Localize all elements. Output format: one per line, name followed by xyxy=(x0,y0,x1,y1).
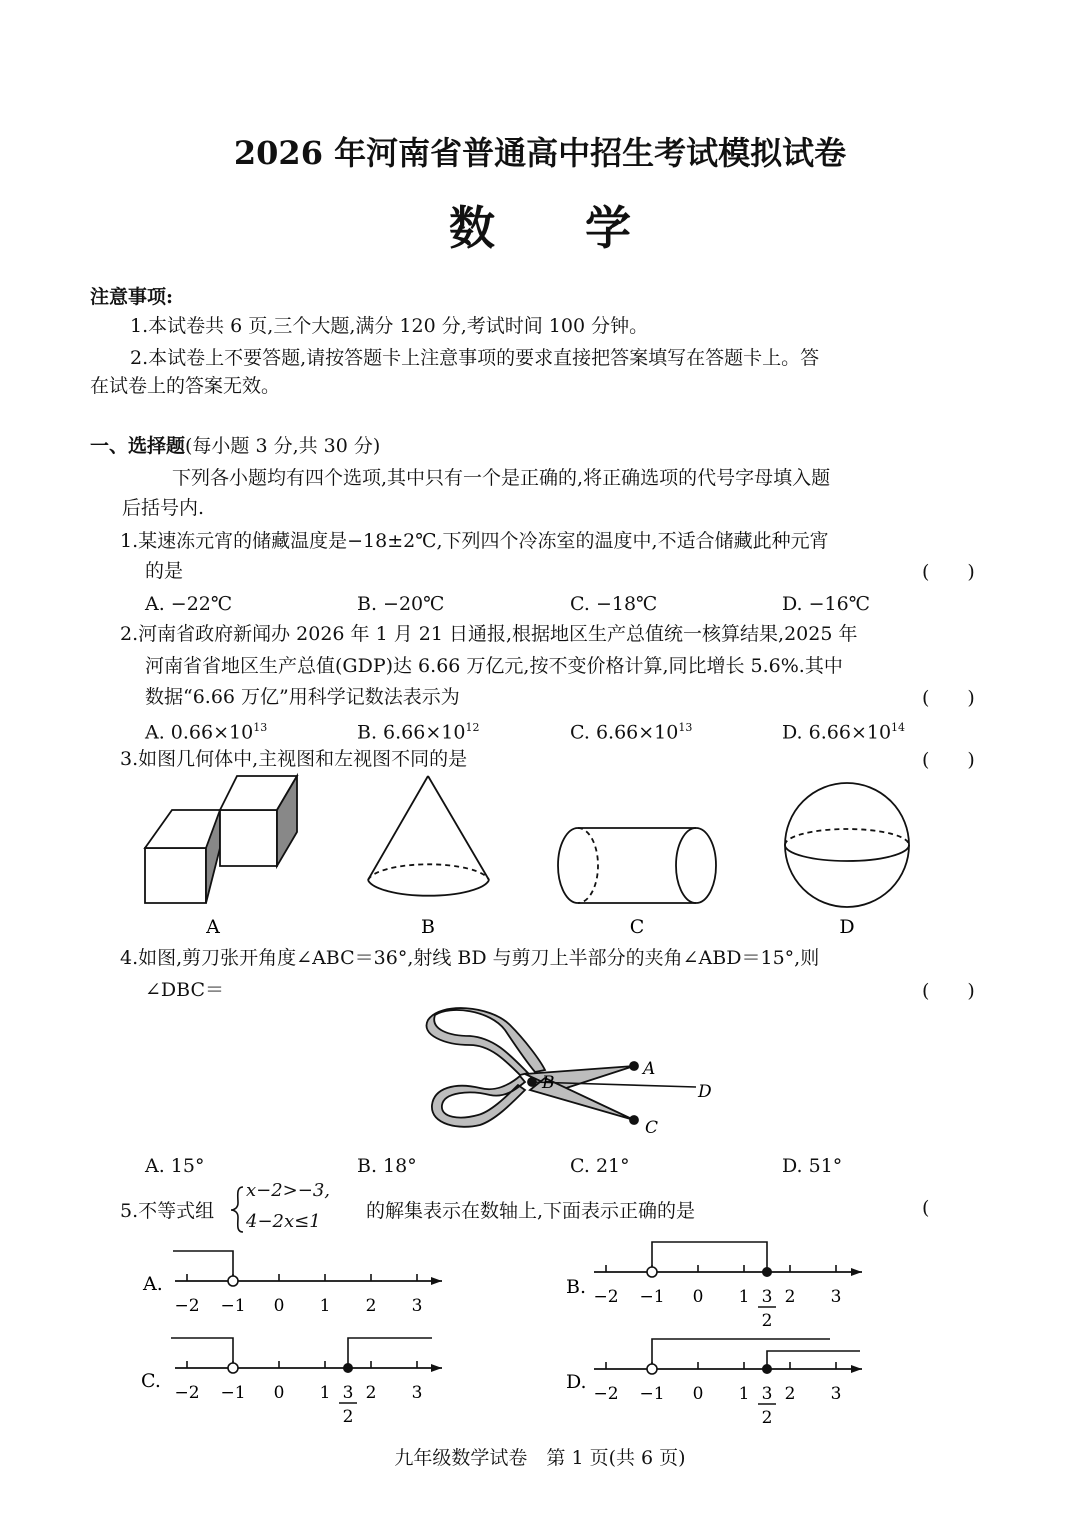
q5-option-c-tick-label: 0 xyxy=(273,1383,285,1403)
q3-stem-line1: 3.如图几何体中,主视图和左视图不同的是 xyxy=(120,748,468,770)
q5-option-d-letter: D. xyxy=(566,1371,587,1393)
section-title: 一、选择题 xyxy=(90,435,186,457)
q1-option-b: B. −20℃ xyxy=(357,593,445,615)
q5-option-a-letter: A. xyxy=(143,1273,163,1295)
q5-option-c-arrow xyxy=(431,1364,442,1372)
q2-option-b-exp: 12 xyxy=(465,721,480,734)
q5-option-d-tick-label: 2 xyxy=(784,1384,796,1404)
exam-title: 2026 年河南省普通高中招生考试模拟试卷 xyxy=(233,134,847,172)
q4-label-c: C xyxy=(645,1118,659,1138)
q5-option-d-ray-right-1 xyxy=(652,1339,830,1369)
q2-stem-line2: 河南省省地区生产总值(GDP)达 6.66 万亿元,按不变价格计算,同比增长 5.6%.其中 xyxy=(145,655,843,677)
q5-option-a-ray-left xyxy=(173,1251,233,1281)
q3-label-c: C xyxy=(629,916,645,938)
notes-heading: 注意事项: xyxy=(90,286,174,308)
q5-option-d-ray-right-2 xyxy=(767,1351,860,1369)
q4-label-d: D xyxy=(698,1082,712,1102)
q5-option-d-open-dot xyxy=(647,1364,657,1374)
q4-stem-line2: ∠DBC＝ xyxy=(145,979,225,1001)
q3-label-d: D xyxy=(839,916,855,938)
section-instruction-line1: 下列各小题均有四个选项,其中只有一个是正确的,将正确选项的代号字母填入题 xyxy=(172,467,831,489)
q2-option-b-base: B. 6.66×10 xyxy=(357,721,466,744)
section-scoring: (每小题 3 分,共 30 分) xyxy=(185,435,381,457)
subject-title: 数学 xyxy=(449,201,721,255)
q5-option-b-tick-label: −2 xyxy=(593,1287,619,1307)
q5-option-a-open-dot xyxy=(228,1276,238,1286)
q5-option-b-segment xyxy=(652,1242,767,1272)
q1-stem-line2: 的是 xyxy=(145,560,184,582)
q5-option-b-tick-label: 2 xyxy=(784,1287,796,1307)
q5-option-d-solid-dot xyxy=(762,1364,772,1374)
q2-answer-paren: ( ) xyxy=(922,687,975,709)
q4-option-b: B. 18° xyxy=(357,1155,417,1177)
q5-option-c-tick-label: 1 xyxy=(319,1383,331,1403)
q5-option-a-tick-label: −1 xyxy=(220,1296,246,1316)
q5-option-d-tick-label: 1 xyxy=(738,1384,750,1404)
q5-option-b-solid-dot xyxy=(762,1267,772,1277)
q5-option-c-tick-label: −2 xyxy=(174,1383,200,1403)
q2-option-d-base: D. 6.66×10 xyxy=(782,721,892,744)
q1-option-c: C. −18℃ xyxy=(570,593,658,615)
q5-option-a-tick-label: 3 xyxy=(411,1296,423,1316)
q2-option-d-exp: 14 xyxy=(891,721,906,734)
q4-option-c: C. 21° xyxy=(570,1155,630,1177)
q5-option-c-letter: C. xyxy=(141,1370,161,1392)
q3-label-b: B xyxy=(421,916,435,938)
q5-option-a-tick-label: 2 xyxy=(365,1296,377,1316)
page-footer: 九年级数学试卷 第 1 页(共 6 页) xyxy=(394,1447,686,1469)
q5-option-c-solid-dot xyxy=(343,1363,353,1373)
notes-item-2-line1: 2.本试卷上不要答题,请按答题卡上注意事项的要求直接把答案填写在答题卡上。答 xyxy=(130,347,820,369)
q5-option-a-tick-label: −2 xyxy=(174,1296,200,1316)
q5-option-b-tick-label: 0 xyxy=(692,1287,704,1307)
q5-option-c-open-dot xyxy=(228,1363,238,1373)
q4-stem-line1: 4.如图,剪刀张开角度∠ABC＝36°,射线 BD 与剪刀上半部分的夹角∠ABD＝15°,则 xyxy=(120,947,820,969)
section-instruction-line2: 后括号内. xyxy=(122,497,205,519)
q5-option-b-letter: B. xyxy=(566,1276,587,1298)
q5-option-c-frac-num: 3 xyxy=(342,1383,354,1403)
q1-option-d: D. −16℃ xyxy=(782,593,870,615)
q5-option-d-tick-label: 3 xyxy=(830,1384,842,1404)
q5-option-d-tick-label: 0 xyxy=(692,1384,704,1404)
q5-option-a-tick-label: 1 xyxy=(319,1296,331,1316)
q5-option-b-tick-label: 3 xyxy=(830,1287,842,1307)
q5-option-c-ray-right xyxy=(348,1338,432,1368)
q5-option-a-tick-label: 0 xyxy=(273,1296,285,1316)
q5-option-a-arrow xyxy=(431,1277,442,1285)
q2-stem-line1: 2.河南省政府新闻办 2026 年 1 月 21 日通报,根据地区生产总值统一核算结果,2025 年 xyxy=(120,623,858,645)
q1-answer-paren: ( ) xyxy=(922,561,975,583)
q3-answer-paren: ( ) xyxy=(922,749,975,771)
q5-option-d-frac-num: 3 xyxy=(761,1384,773,1404)
q2-option-c-base: C. 6.66×10 xyxy=(570,721,679,744)
q5-option-c-frac-den: 2 xyxy=(342,1407,354,1427)
q5-option-c-tick-label: 2 xyxy=(365,1383,377,1403)
q5-option-c-ray-left xyxy=(171,1338,233,1368)
q5-option-d-tick-label: −1 xyxy=(639,1384,665,1404)
q5-option-d-arrow xyxy=(851,1365,862,1373)
q2-option-a-exp: 13 xyxy=(253,721,268,734)
q2-stem-line3: 数据“6.66 万亿”用科学记数法表示为 xyxy=(145,686,460,708)
q5-answer-paren: ( xyxy=(922,1197,930,1219)
q5-option-b-frac-num: 3 xyxy=(761,1287,773,1307)
notes-item-2-line2: 在试卷上的答案无效。 xyxy=(90,375,281,397)
q3-label-a: A xyxy=(206,916,220,938)
q4-option-d: D. 51° xyxy=(782,1155,843,1177)
q4-label-a: A xyxy=(643,1059,656,1079)
q5-option-b-tick-label: 1 xyxy=(738,1287,750,1307)
q2-option-c-exp: 13 xyxy=(678,721,693,734)
q5-option-b-open-dot xyxy=(647,1267,657,1277)
q2-option-a-base: A. 0.66×10 xyxy=(145,721,254,744)
q5-option-c-tick-label: 3 xyxy=(411,1383,423,1403)
q4-answer-paren: ( ) xyxy=(922,980,975,1002)
q5-option-b-tick-label: −1 xyxy=(639,1287,665,1307)
q4-label-b: B xyxy=(542,1073,555,1093)
q5-option-b-arrow xyxy=(851,1268,862,1276)
q1-stem-line1: 1.某速冻元宵的储藏温度是−18±2℃,下列四个冷冻室的温度中,不适合储藏此种元宵 xyxy=(120,530,829,552)
q4-option-a: A. 15° xyxy=(145,1155,205,1177)
q5-option-b-frac-den: 2 xyxy=(761,1311,773,1331)
q5-option-d-frac-den: 2 xyxy=(761,1408,773,1428)
q5-stem-prefix: 5.不等式组 xyxy=(120,1200,215,1222)
notes-item-1: 1.本试卷共 6 页,三个大题,满分 120 分,考试时间 100 分钟。 xyxy=(130,315,649,337)
q1-option-a: A. −22℃ xyxy=(145,593,233,615)
q5-inequality-1: x−2>−3, xyxy=(246,1180,331,1201)
q5-option-d-tick-label: −2 xyxy=(593,1384,619,1404)
q5-inequality-2: 4−2x≤1 xyxy=(246,1211,321,1232)
q5-stem-suffix: 的解集表示在数轴上,下面表示正确的是 xyxy=(366,1200,696,1222)
q5-option-c-tick-label: −1 xyxy=(220,1383,246,1403)
